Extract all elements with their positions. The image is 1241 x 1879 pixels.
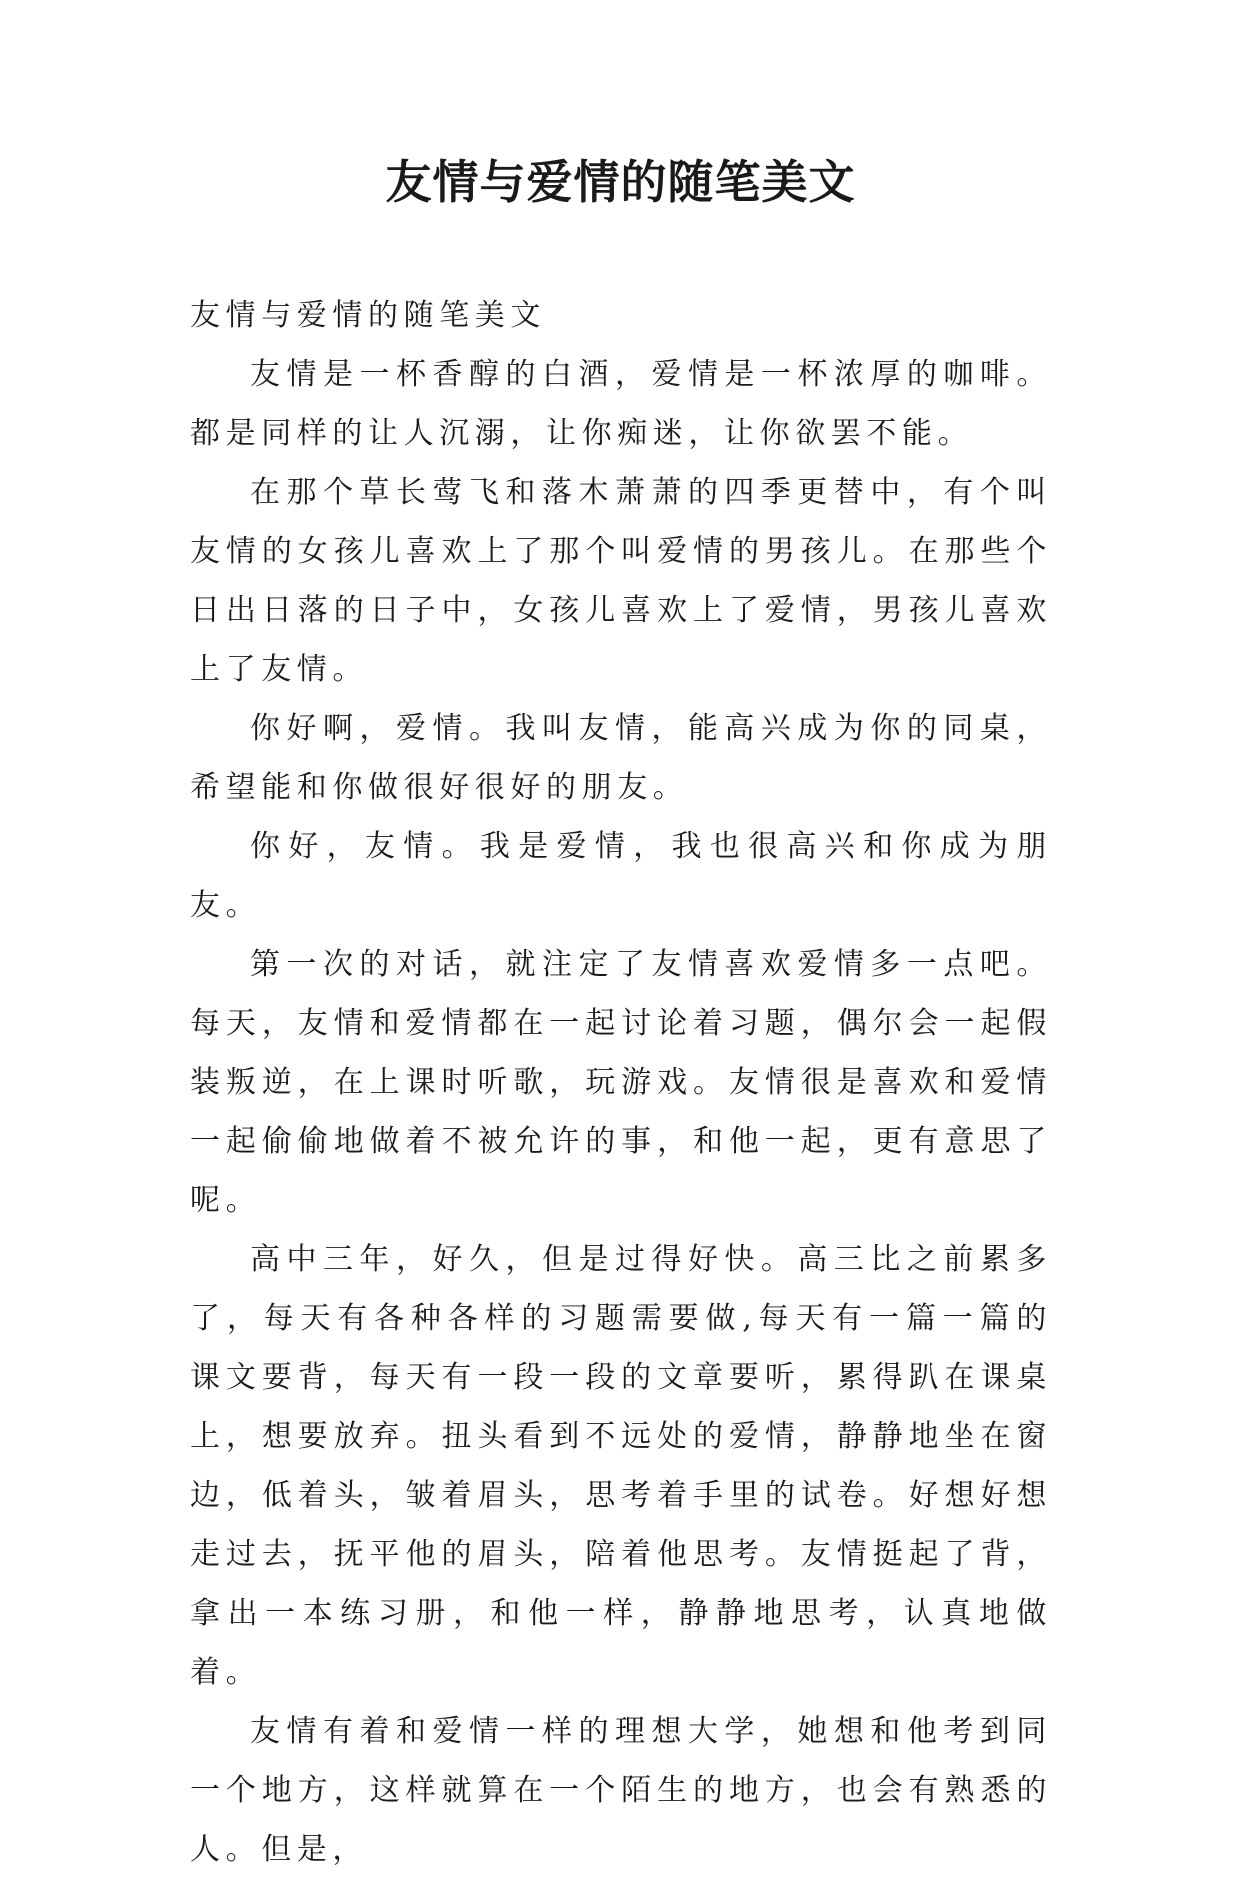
paragraph: 你好，友情。我是爱情，我也很高兴和你成为朋友。 bbox=[190, 829, 1052, 923]
paragraph: 友情是一杯香醇的白酒，爱情是一杯浓厚的咖啡。都是同样的让人沉溺，让你痴迷，让你欲罢不能。 bbox=[190, 357, 1052, 451]
paragraph: 在那个草长莺飞和落木萧萧的四季更替中，有个叫友情的女孩儿喜欢上了那个叫爱情的男孩儿。在那些个日出日落的日子中，女孩儿喜欢上了爱情，男孩儿喜欢上了友情。 bbox=[190, 475, 1052, 687]
paragraph: 高中三年，好久，但是过得好快。高三比之前累多了，每天有各种各样的习题需要做,每天有一篇一篇的课文要背，每天有一段一段的文章要听，累得趴在课桌上，想要放弃。扭头看到不远处的爱情，静静地坐在窗边，低着头，皱着眉头，思考着手里的试卷。好想好想走过去，抚平他的眉头，陪着他思考。友情挺起了背，拿出一本练习册，和他一样，静静地思考，认真地做着。 bbox=[190, 1242, 1052, 1690]
paragraph-subtitle: 友情与爱情的随笔美文 bbox=[190, 298, 546, 333]
paragraph: 友情有着和爱情一样的理想大学，她想和他考到同一个地方，这样就算在一个陌生的地方，也会有熟悉的人。但是， bbox=[190, 1714, 1052, 1867]
document-title: 友情与爱情的随笔美文 bbox=[385, 155, 856, 209]
paragraph: 你好啊，爱情。我叫友情，能高兴成为你的同桌，希望能和你做很好很好的朋友。 bbox=[190, 711, 1052, 805]
paragraph: 第一次的对话，就注定了友情喜欢爱情多一点吧。每天，友情和爱情都在一起讨论着习题，偶尔会一起假装叛逆，在上课时听歌，玩游戏。友情很是喜欢和爱情一起偷偷地做着不被允许的事，和他一起，更有意思了呢。 bbox=[190, 947, 1052, 1218]
document-body bbox=[190, 286, 1052, 1879]
